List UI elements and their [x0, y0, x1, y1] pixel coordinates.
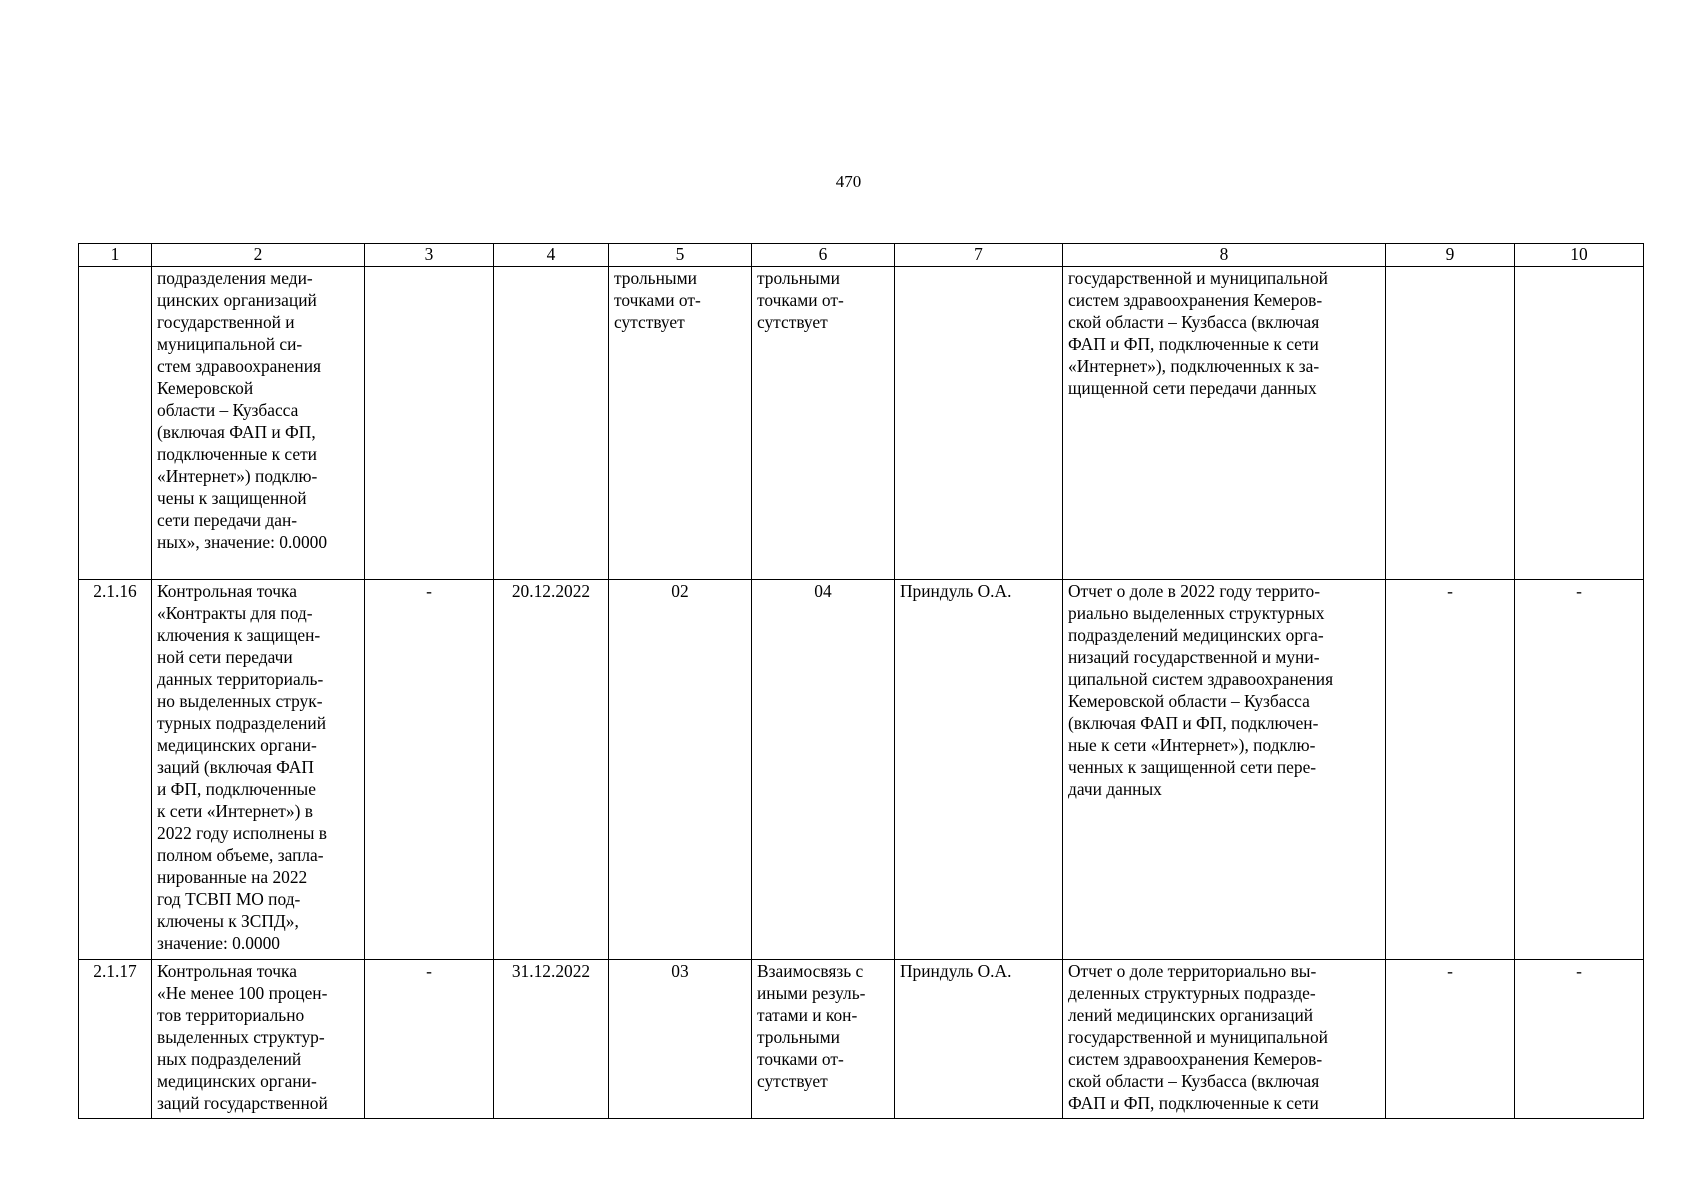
- cell-col5: трольными точками от- сутствует: [609, 267, 752, 580]
- column-header: 6: [752, 244, 895, 267]
- column-header: 1: [79, 244, 152, 267]
- cell-col10: -: [1515, 960, 1644, 1119]
- column-header: 3: [365, 244, 494, 267]
- column-header: 4: [494, 244, 609, 267]
- column-header: 7: [895, 244, 1063, 267]
- cell-report: государственной и муниципальной систем здравоохранения Кемеров- ской области – Кузбасса (включая ФАП и ФП, подключенные к сети «Интернет»), подключенных к за- щищенной сети передачи данных: [1063, 267, 1386, 580]
- cell-col3: [365, 267, 494, 580]
- cell-col9: -: [1386, 580, 1515, 960]
- cell-col10: [1515, 267, 1644, 580]
- column-header: 9: [1386, 244, 1515, 267]
- column-number-row: [79, 244, 1644, 267]
- cell-description: Контрольная точка «Не менее 100 процен- тов территориально выделенных структур- ных подразделений медицинских органи- заций государственной: [152, 960, 365, 1119]
- cell-col10: -: [1515, 580, 1644, 960]
- cell-number: 2.1.16: [79, 580, 152, 960]
- table-row: [79, 580, 1644, 960]
- cell-number: 2.1.17: [79, 960, 152, 1119]
- cell-col6: трольными точками от- сутствует: [752, 267, 895, 580]
- cell-date: [494, 267, 609, 580]
- cell-col3: -: [365, 960, 494, 1119]
- cell-report: Отчет о доле в 2022 году террито- риально выделенных структурных подразделений медицинских орга- низаций государственной и муни- ципальной систем здравоохранения Кемеровской области – Кузбасса (включая ФАП и ФП, подключен- ные к сети «Интернет»), подклю- ченных к защищенной сети пере- дачи данных: [1063, 580, 1386, 960]
- cell-date: 31.12.2022: [494, 960, 609, 1119]
- page-number: 470: [835, 172, 862, 191]
- column-header: 2: [152, 244, 365, 267]
- column-header: 5: [609, 244, 752, 267]
- cell-col3: -: [365, 580, 494, 960]
- cell-col9: [1386, 267, 1515, 580]
- cell-responsible: Приндуль О.А.: [895, 960, 1063, 1119]
- cell-date: 20.12.2022: [494, 580, 609, 960]
- data-table: [78, 243, 1644, 1119]
- cell-col6: 04: [752, 580, 895, 960]
- cell-description: Контрольная точка «Контракты для под- ключения к защищен- ной сети передачи данных территориаль- но выделенных струк- турных подразделений медицинских органи- заций (включая ФАП и ФП, подключенные к сети «Интернет») в 2022 году исполнены в полном объеме, запла- нированные на 2022 год ТСВП МО под- ключены к ЗСПД», значение: 0.0000: [152, 580, 365, 960]
- cell-responsible: Приндуль О.А.: [895, 580, 1063, 960]
- cell-col5: 02: [609, 580, 752, 960]
- cell-responsible: [895, 267, 1063, 580]
- table-row: [79, 960, 1644, 1119]
- table-row: [79, 267, 1644, 580]
- cell-description: подразделения меди- цинских организаций государственной и муниципальной си- стем здравоохранения Кемеровской области – Кузбасса (включая ФАП и ФП, подключенные к сети «Интернет») подклю- чены к защищенной сети передачи дан- ных», значение: 0.0000: [152, 267, 365, 580]
- column-header: 10: [1515, 244, 1644, 267]
- column-header: 8: [1063, 244, 1386, 267]
- cell-number: [79, 267, 152, 580]
- cell-col6: Взаимосвязь с иными резуль- татами и кон- трольными точками от- сутствует: [752, 960, 895, 1119]
- cell-col5: 03: [609, 960, 752, 1119]
- cell-col9: -: [1386, 960, 1515, 1119]
- cell-report: Отчет о доле территориально вы- деленных структурных подразде- лений медицинских организаций государственной и муниципальной систем здравоохранения Кемеров- ской области – Кузбасса (включая ФАП и ФП, подключенные к сети: [1063, 960, 1386, 1119]
